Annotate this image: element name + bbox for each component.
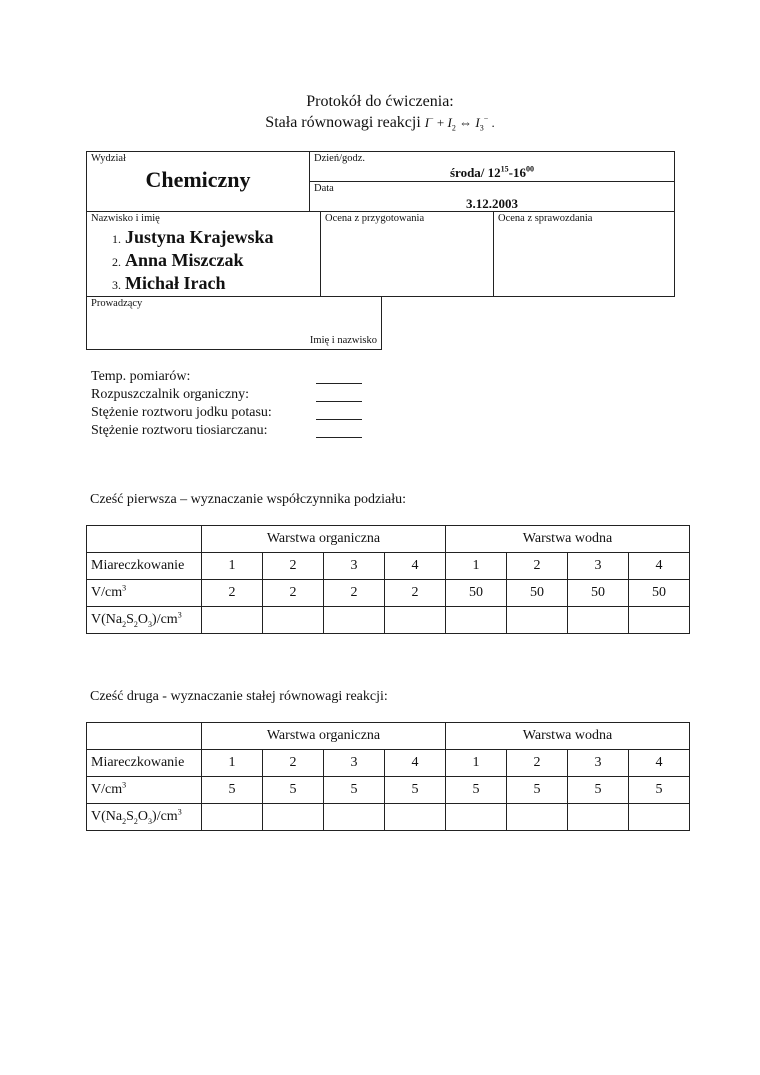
ocena-przygotowania-box — [320, 211, 494, 297]
name-item-3: 3. Michał Irach — [112, 273, 226, 293]
info-ki-blank — [316, 419, 362, 420]
data-label: Data — [314, 183, 334, 194]
table-cell: 4 — [629, 553, 690, 580]
group-header-water: Warstwa wodna — [446, 526, 690, 553]
table-cell: 1 — [202, 750, 263, 777]
table-row — [87, 607, 690, 634]
table-cell: 2 — [324, 580, 385, 607]
table-cell: 2 — [202, 580, 263, 607]
table-cell — [385, 804, 446, 831]
row-label: $V/cm^3$ — [87, 580, 202, 607]
table-cell — [87, 723, 202, 750]
table-cell: 2 — [263, 750, 324, 777]
section2-table — [86, 722, 690, 831]
table-cell: 50 — [446, 580, 507, 607]
table-cell — [263, 607, 324, 634]
table-cell: 2 — [385, 580, 446, 607]
table-cell — [446, 804, 507, 831]
table-cell — [324, 607, 385, 634]
row-label: $V(Na_2S_2O_3)/cm^3$ — [87, 607, 202, 634]
info-temp-label: Temp. pomiarów: — [91, 369, 191, 384]
ocena-sprawozdania-label: Ocena z sprawozdania — [498, 213, 593, 224]
table-cell: 1 — [446, 750, 507, 777]
info-thio-label: Stężenie roztworu tiosiarczanu: — [91, 423, 268, 438]
section1-table — [86, 525, 690, 634]
section2-heading: Cześć druga - wyznaczanie stałej równowagi reakcji: — [90, 689, 388, 704]
info-thio-blank — [316, 437, 362, 438]
ocena-przygotowania-label: Ocena z przygotowania — [325, 213, 425, 224]
group-header-organic: Warstwa organiczna — [202, 526, 446, 553]
title-line1: Protokół do ćwiczenia: — [306, 93, 454, 110]
group-header-organic: Warstwa organiczna — [202, 723, 446, 750]
row-label: Miareczkowanie — [87, 750, 202, 777]
ocena-sprawozdania-box — [493, 211, 675, 297]
table-row — [87, 750, 690, 777]
table-row — [87, 723, 690, 750]
table-cell: 5 — [263, 777, 324, 804]
reaction-equation: $I^- + I_2$ ⇔ $I_3^-$ . — [424, 114, 495, 133]
dzien-value: środa/ $12^{15}-16^{00}$ — [449, 164, 535, 180]
table-cell: 4 — [385, 750, 446, 777]
table-row — [87, 804, 690, 831]
table-cell — [446, 607, 507, 634]
dzien-box — [309, 151, 675, 182]
table-cell: 2 — [507, 750, 568, 777]
info-temp-blank — [316, 383, 362, 384]
table-cell: 1 — [202, 553, 263, 580]
table-cell: 1 — [446, 553, 507, 580]
table-cell: 5 — [446, 777, 507, 804]
wydzial-value: Chemiczny — [145, 167, 251, 192]
table-cell: 5 — [507, 777, 568, 804]
table-cell: 3 — [324, 750, 385, 777]
wydzial-label: Wydział — [91, 153, 126, 164]
table-cell — [263, 804, 324, 831]
table-row — [87, 526, 690, 553]
row-label: $V(Na_2S_2O_3)/cm^3$ — [87, 804, 202, 831]
table-cell: 2 — [263, 580, 324, 607]
table-cell — [568, 607, 629, 634]
table-cell: 5 — [629, 777, 690, 804]
table-cell: 50 — [629, 580, 690, 607]
table-cell: 5 — [385, 777, 446, 804]
table-cell — [507, 607, 568, 634]
table-cell — [202, 804, 263, 831]
name-item-1: 1. Justyna Krajewska — [112, 227, 274, 247]
info-solvent-label: Rozpuszczalnik organiczny: — [91, 387, 249, 402]
table-cell: 3 — [324, 553, 385, 580]
table-cell — [568, 804, 629, 831]
imie-nazwisko-label: Imię i nazwisko — [309, 335, 377, 346]
table-cell — [324, 804, 385, 831]
table-cell: 4 — [385, 553, 446, 580]
data-box — [309, 181, 675, 212]
table-cell: 2 — [507, 553, 568, 580]
table-row — [87, 777, 690, 804]
prowadzacy-label: Prowadzący — [91, 298, 143, 309]
table-cell: 50 — [568, 580, 629, 607]
row-label: $V/cm^3$ — [87, 777, 202, 804]
info-ki-label: Stężenie roztworu jodku potasu: — [91, 405, 272, 420]
table-cell: 3 — [568, 750, 629, 777]
info-solvent-blank — [316, 401, 362, 402]
row-label: Miareczkowanie — [87, 553, 202, 580]
title-line2 — [0, 114, 760, 132]
table-cell — [507, 804, 568, 831]
title-line2-text: Stała równowagi reakcji — [265, 114, 421, 131]
table-cell: 2 — [263, 553, 324, 580]
table-cell — [385, 607, 446, 634]
table-cell: 5 — [202, 777, 263, 804]
table-row — [87, 553, 690, 580]
table-cell: 5 — [324, 777, 385, 804]
table-cell — [202, 607, 263, 634]
table-row — [87, 580, 690, 607]
data-value: 3.12.2003 — [466, 196, 518, 211]
table-cell: 3 — [568, 553, 629, 580]
dzien-label: Dzień/godz. — [314, 153, 366, 164]
prowadzacy-box — [86, 296, 382, 350]
name-item-2: 2. Anna Miszczak — [112, 250, 244, 270]
table-cell — [87, 526, 202, 553]
wydzial-box — [86, 151, 310, 212]
table-cell — [629, 607, 690, 634]
table-cell: 50 — [507, 580, 568, 607]
table-cell: 4 — [629, 750, 690, 777]
group-header-water: Warstwa wodna — [446, 723, 690, 750]
section1-heading: Cześć pierwsza – wyznaczanie współczynnika podziału: — [90, 492, 407, 507]
table-cell: 5 — [568, 777, 629, 804]
nazwisko-label: Nazwisko i imię — [91, 213, 160, 224]
table-cell — [629, 804, 690, 831]
